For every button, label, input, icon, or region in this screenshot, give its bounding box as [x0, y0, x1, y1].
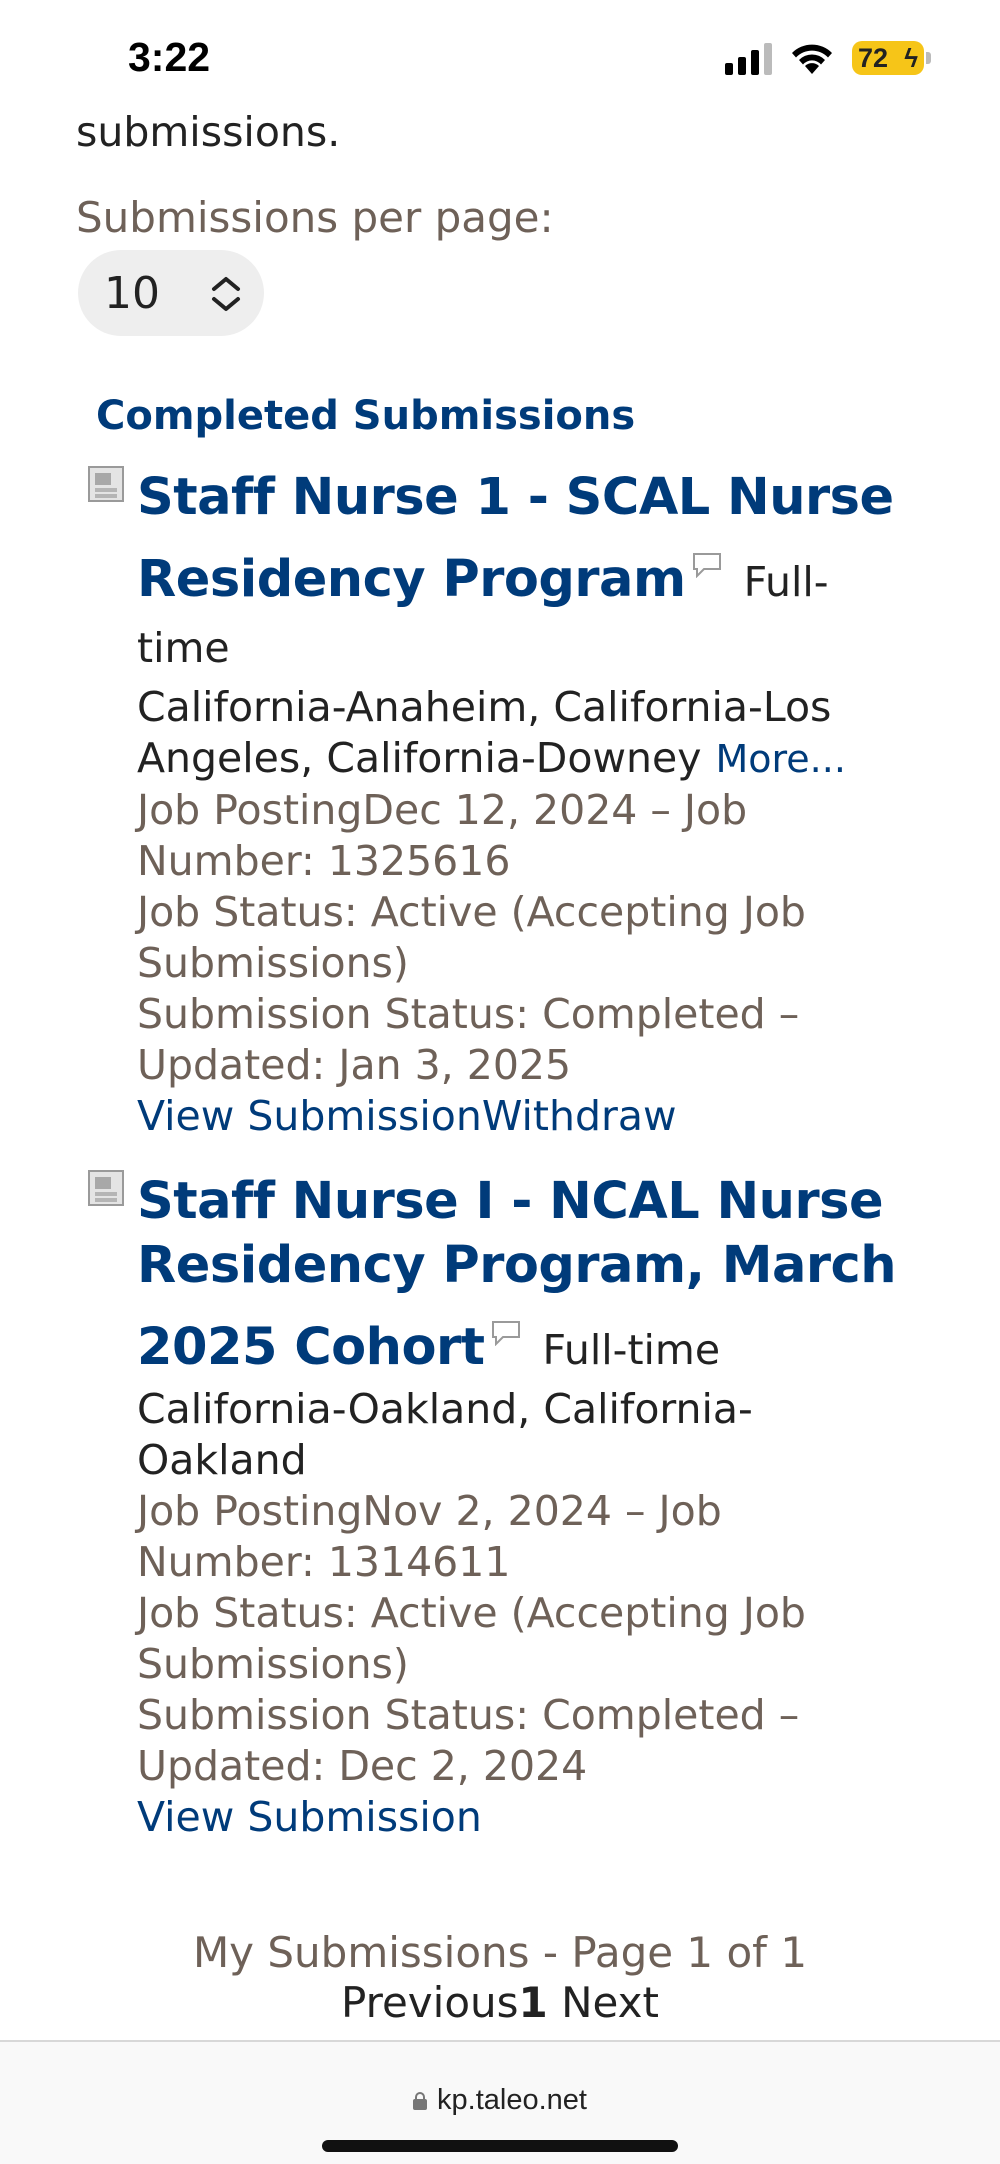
document-icon [88, 1170, 124, 1206]
lock-icon [413, 2092, 427, 2110]
signal-icon [725, 41, 772, 75]
job-locations: California-Oakland, California-Oakland [137, 1385, 753, 1484]
submission-status: Submission Status: Completed – Updated: Dec 2, 2024 [137, 1691, 800, 1790]
charging-bolt-icon: ϟ [904, 43, 918, 73]
job-posting: Job PostingNov 2, 2024 – Job Number: 1314611 [137, 1487, 722, 1586]
address-field[interactable] [0, 2084, 1000, 2117]
comment-icon[interactable] [692, 530, 722, 554]
previous-link[interactable]: Previous [341, 1978, 519, 2027]
pagination-label: My Submissions - Page 1 of 1 [192, 1928, 808, 1977]
battery-level: 72 [858, 42, 889, 73]
job-title: Staff Nurse I - NCAL Nurse Residency Program, March 2025 Cohort [137, 1172, 897, 1377]
browser-address-bar [0, 2040, 1000, 2164]
wifi-icon [788, 40, 836, 76]
url-text: kp.taleo.net [437, 2084, 587, 2116]
status-icons [725, 40, 924, 76]
status-bar [0, 0, 1000, 118]
submission-body [137, 466, 897, 1142]
view-submission-link[interactable]: View Submission [137, 1092, 482, 1140]
section-title: Completed Submissions [96, 393, 636, 439]
pagination [0, 1978, 1000, 2027]
job-status: Job Status: Active (Accepting Job Submissions) [137, 888, 806, 987]
job-status: Job Status: Active (Accepting Job Submissions) [137, 1589, 806, 1688]
chevron-up-down-icon [208, 274, 244, 314]
job-title: Staff Nurse 1 - SCAL Nurse Residency Program [137, 468, 894, 609]
intro-text: submissions. [76, 108, 341, 156]
submission-actions [137, 1792, 897, 1843]
submission-body [137, 1170, 897, 1843]
submission-status: Submission Status: Completed – Updated: Jan 3, 2025 [137, 990, 800, 1089]
job-title-link[interactable] [137, 1170, 897, 1382]
next-link[interactable]: Next [561, 1978, 659, 2027]
per-page-select[interactable] [78, 250, 264, 336]
job-locations: California-Anaheim, California-Los Angeles, California-Downey [137, 683, 832, 782]
submission-actions [137, 1091, 897, 1142]
view-submission-link[interactable]: View Submission [137, 1793, 482, 1841]
home-indicator[interactable] [322, 2140, 678, 2152]
job-locations-line [137, 682, 897, 785]
job-type: Full-time [542, 1326, 721, 1374]
battery-icon [852, 41, 924, 75]
more-locations-link[interactable]: More... [715, 737, 846, 781]
per-page-label: Submissions per page: [76, 193, 554, 242]
job-posting: Job PostingDec 12, 2024 – Job Number: 1325616 [137, 786, 748, 885]
document-icon [88, 466, 124, 502]
status-time: 3:22 [128, 34, 211, 80]
comment-icon[interactable] [491, 1298, 521, 1322]
per-page-value: 10 [104, 267, 160, 319]
current-page: 1 [518, 1978, 548, 2027]
job-title-link[interactable] [137, 466, 897, 680]
withdraw-link[interactable]: Withdraw [481, 1092, 677, 1140]
job-type: Full-time [137, 558, 829, 672]
